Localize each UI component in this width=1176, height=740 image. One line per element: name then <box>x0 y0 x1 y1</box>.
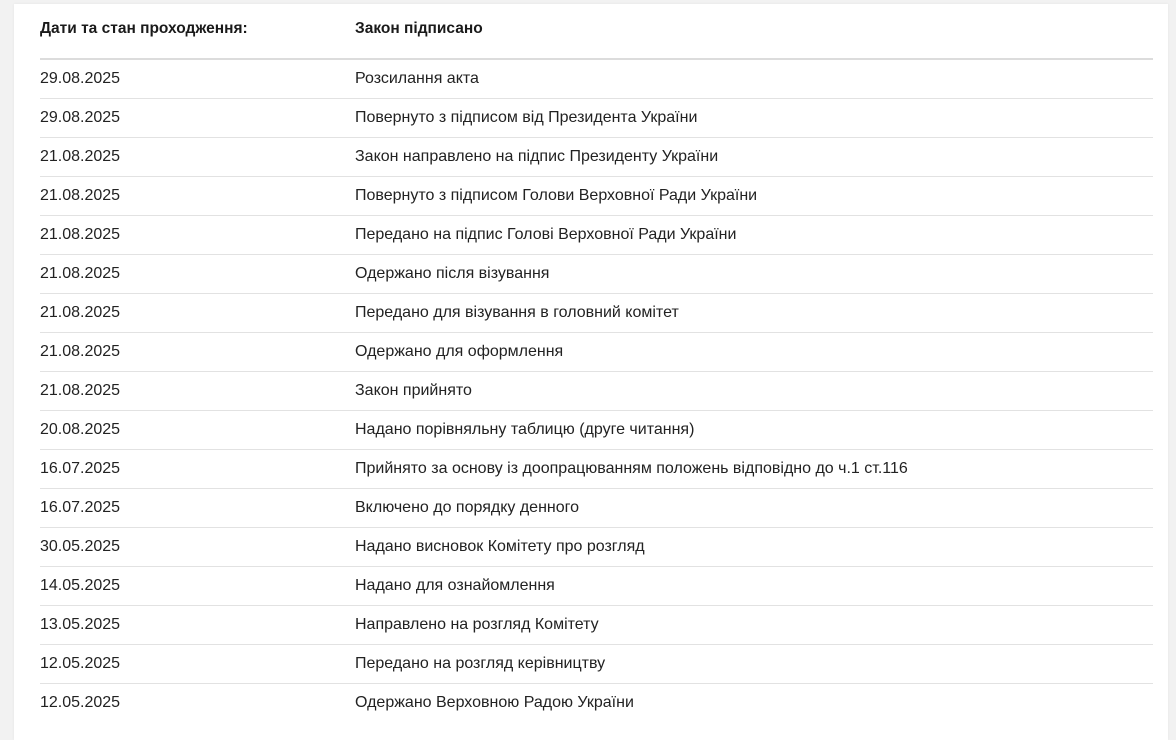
row-status: Закон направлено на підпис Президенту України <box>355 148 719 165</box>
table-row <box>40 411 1153 450</box>
table-row <box>40 606 1153 645</box>
row-status: Одержано для оформлення <box>355 343 564 360</box>
row-status: Передано на розгляд керівництву <box>355 655 606 672</box>
row-status: Одержано після візування <box>355 265 550 282</box>
header-dates: Дати та стан проходження: <box>40 20 248 37</box>
row-date: 30.05.2025 <box>40 538 121 555</box>
row-date: 13.05.2025 <box>40 616 121 633</box>
row-status: Надано висновок Комітету про розгляд <box>355 538 645 555</box>
row-date: 21.08.2025 <box>40 343 121 360</box>
table-row <box>40 333 1153 372</box>
row-date: 21.08.2025 <box>40 187 121 204</box>
table-row <box>40 177 1153 216</box>
table-row <box>40 255 1153 294</box>
row-status: Повернуто з підписом Голови Верховної Ради України <box>355 187 758 204</box>
row-status: Надано порівняльну таблицю (друге читання) <box>355 421 695 438</box>
table-row <box>40 684 1153 722</box>
table-row <box>40 372 1153 411</box>
table-row <box>40 138 1153 177</box>
row-date: 29.08.2025 <box>40 70 121 87</box>
row-status: Включено до порядку денного <box>355 499 580 516</box>
row-date: 21.08.2025 <box>40 148 121 165</box>
header-status: Закон підписано <box>355 20 483 37</box>
row-status: Надано для ознайомлення <box>355 577 555 594</box>
row-date: 21.08.2025 <box>40 304 121 321</box>
row-date: 16.07.2025 <box>40 499 121 516</box>
row-status: Передано для візування в головний комітет <box>355 304 679 321</box>
row-status: Одержано Верховною Радою України <box>355 694 634 711</box>
row-date: 21.08.2025 <box>40 265 121 282</box>
row-date: 12.05.2025 <box>40 655 121 672</box>
row-date: 16.07.2025 <box>40 460 121 477</box>
bill-history-table <box>40 4 1153 722</box>
table-row <box>40 528 1153 567</box>
table-row <box>40 645 1153 684</box>
row-status: Направлено на розгляд Комітету <box>355 616 599 633</box>
table-row <box>40 216 1153 255</box>
table-row <box>40 294 1153 333</box>
row-date: 21.08.2025 <box>40 382 121 399</box>
table-body <box>40 60 1153 722</box>
row-status: Розсилання акта <box>355 70 479 87</box>
row-date: 29.08.2025 <box>40 109 121 126</box>
table-row <box>40 99 1153 138</box>
row-status: Закон прийнято <box>355 382 472 399</box>
row-date: 14.05.2025 <box>40 577 121 594</box>
table-row <box>40 450 1153 489</box>
table-row <box>40 60 1153 99</box>
row-status: Прийнято за основу із доопрацюванням положень відповідно до ч.1 ст.116 <box>355 460 908 477</box>
bill-history-card <box>14 4 1168 740</box>
row-date: 21.08.2025 <box>40 226 121 243</box>
table-row <box>40 567 1153 606</box>
table-header <box>40 4 1153 60</box>
row-status: Повернуто з підписом від Президента України <box>355 109 698 126</box>
row-date: 12.05.2025 <box>40 694 121 711</box>
row-status: Передано на підпис Голові Верховної Ради України <box>355 226 737 243</box>
row-date: 20.08.2025 <box>40 421 121 438</box>
table-row <box>40 489 1153 528</box>
